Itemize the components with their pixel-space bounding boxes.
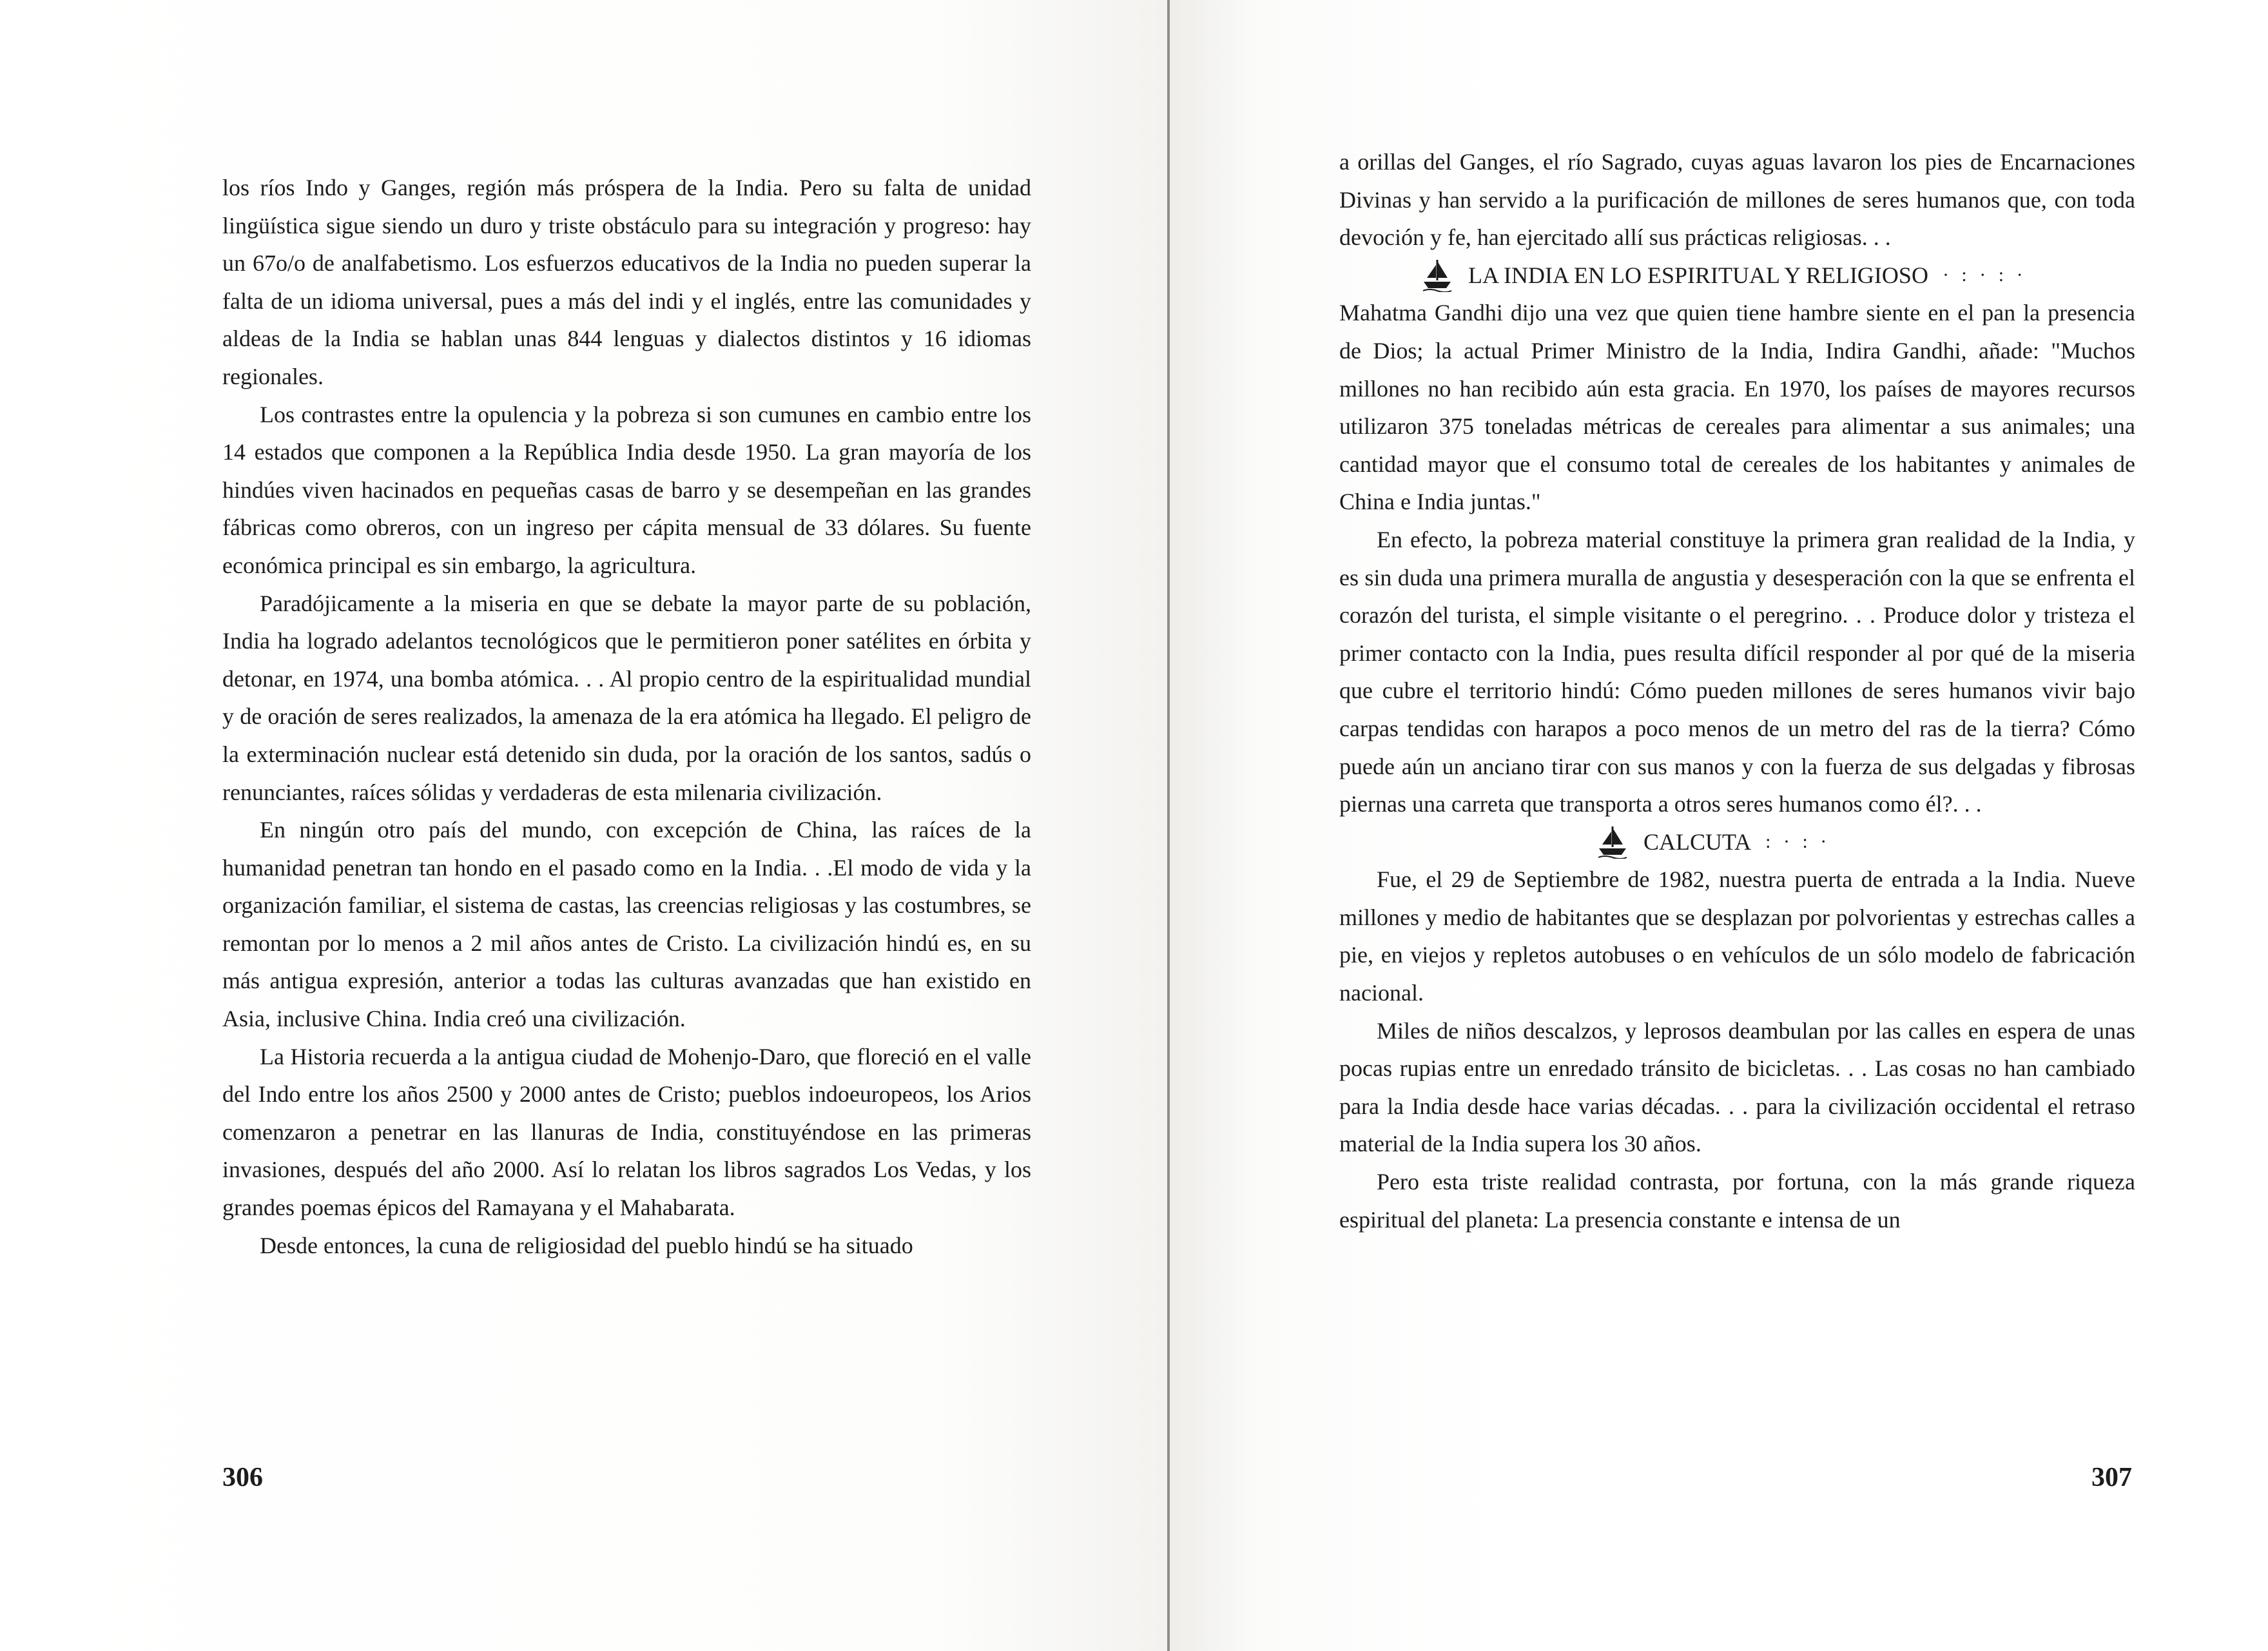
paragraph: los ríos Indo y Ganges, región más próspera de la India. Pero su falta de unidad lingüística sigue siendo un duro y triste obstáculo para su integración y progreso: hay un 67o/o de analfabetismo. Los esfuerzos educativos de la India no pueden superar la falta de un idioma universal, pues a más del indi y el inglés, entre las comunidades y aldeas de la India se hablan unas 844 lenguas y dialectos distintos y 16 idiomas regionales.: [222, 175, 1031, 389]
ship-icon: [1422, 259, 1453, 292]
paragraph: Paradójicamente a la miseria en que se debate la mayor parte de su población, India ha logrado adelantos tecnológicos que le permitieron poner satélites en órbita y detonar, en 1974, una bomba atómica. . . Al propio centro de la espiritualidad mundial y de oración de seres realizados, la amenaza de la era atómica ha llegado. El peligro de la exterminación nuclear está detenido sin duda, por la oración de los santos, sadús o renunciantes, raíces sólidas y verdaderas de esta milenaria civilización.: [222, 590, 1031, 805]
section-heading-calcuta: [1339, 823, 2135, 861]
paragraph: En ningún otro país del mundo, con excepción de China, las raíces de la humanidad penetran tan hondo en el pasado como en la India. . .El modo de vida y la organización familiar, el sistema de castas, las creencias religiosas y las costumbres, se remontan por lo menos a 2 mil años antes de Cristo. La civilización hindú es, en su más antigua expresión, anterior a todas las culturas avanzadas que han existido en Asia, inclusive China. India creó una civilización.: [222, 817, 1031, 1032]
section-dots: : · : ·: [1765, 830, 1831, 852]
section-heading-espiritual: [1339, 257, 2135, 295]
right-page-text: [1339, 143, 2135, 1238]
paragraph: Los contrastes entre la opulencia y la pobreza si son cumunes en cambio entre los 14 estados que componen a la República India desde 1950. La gran mayoría de los hindúes viven hacinados en pequeñas casas de barro y se desempeñan en las grandes fábricas como obreros, con un ingreso per cápita mensual de 33 dólares. Su fuente económica principal es sin embargo, la agricultura.: [222, 401, 1031, 578]
paragraph: En efecto, la pobreza material constituye la primera gran realidad de la India, y es sin duda una primera muralla de angustia y desesperación con la que se enfrenta el corazón del turista, el simple visitante o el peregrino. . . Produce dolor y tristeza el primer contacto con la India, pues resulta difícil responder al por qué de la miseria que cubre el territorio hindú: Cómo pueden millones de seres humanos vivir bajo carpas tendidas con harapos a poco menos de un metro del ras de la tierra? Cómo puede aún un anciano tirar con sus manos y con la fuerza de sus delgadas y fibrosas piernas una carreta que transporta a otros seres humanos como él?. . .: [1339, 526, 2135, 817]
paragraph: Mahatma Gandhi dijo una vez que quien tiene hambre siente en el pan la presencia de Dios; la actual Primer Ministro de la India, Indira Gandhi, añade: "Muchos millones no han recibido aún esta gracia. En 1970, los países de mayores recursos utilizaron 375 toneladas métricas de cereales para alimentar a sus animales; una cantidad mayor que el consumo total de cereales de los habitantes y animales de China e India juntas.": [1339, 300, 2135, 515]
section-dots: · : · : ·: [1942, 264, 2027, 286]
page-number-left: 306: [222, 1463, 263, 1492]
section-heading-text: CALCUTA: [1643, 828, 1752, 855]
paragraph: La Historia recuerda a la antigua ciudad de Mohenjo-Daro, que floreció en el valle del Indo entre los años 2500 y 2000 antes de Cristo; pueblos indoeuropeos, los Arios comenzaron a penetrar en las llanuras de India, constituyéndose en las primeras invasiones, después del año 2000. Así lo relatan los libros sagrados Los Vedas, y los grandes poemas épicos del Ramayana y el Mahabarata.: [222, 1043, 1031, 1221]
paragraph: Miles de niños descalzos, y leprosos deambulan por las calles en espera de unas pocas rupias entre un enredado tránsito de bicicletas. . . Las cosas no han cambiado para la India desde hace varias décadas. . . para la civilización occidental el retraso material de la India supera los 30 años.: [1339, 1017, 2135, 1157]
paragraph: a orillas del Ganges, el río Sagrado, cuyas aguas lavaron los pies de Encarnaciones Divinas y han servido a la purificación de millones de seres humanos que, con toda devoción y fe, han ejercitado allí sus prácticas religiosas. . .: [1339, 149, 2135, 251]
ship-icon: [1597, 825, 1628, 859]
paragraph: Pero esta triste realidad contrasta, por fortuna, con la más grande riqueza espiritual del planeta: La presencia constante e intensa de un: [1339, 1169, 2135, 1233]
page-number-right: 307: [2091, 1463, 2132, 1492]
section-heading-text: LA INDIA EN LO ESPIRITUAL Y RELIGIOSO: [1468, 262, 1928, 288]
paragraph: Fue, el 29 de Septiembre de 1982, nuestra puerta de entrada a la India. Nueve millones y medio de habitantes que se desplazan por polvorientas y estrechas calles a pie, en viejos y repletos autobuses o en vehículos de un sólo modelo de fabricación nacional.: [1339, 866, 2135, 1006]
paragraph: Desde entonces, la cuna de religiosidad del pueblo hindú se ha situado: [260, 1232, 913, 1258]
left-page-text: [222, 169, 1031, 1264]
